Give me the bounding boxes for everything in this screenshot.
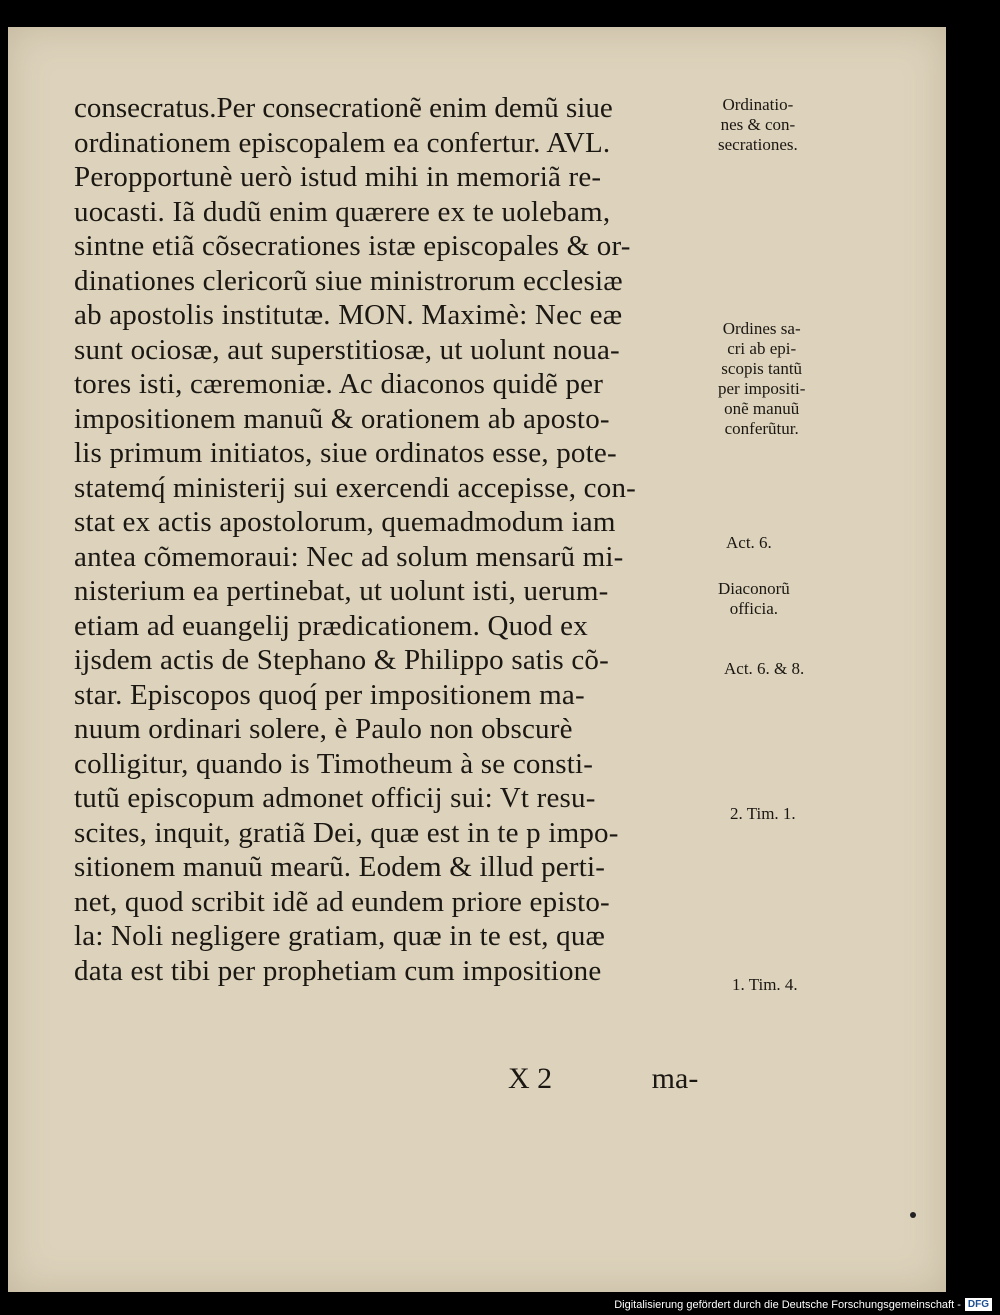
text-line: colligitur, quando is Timotheum à se consti- [74, 747, 594, 780]
text-line: sintne etiã cõsecrationes istæ episcopales & or- [74, 230, 631, 262]
text-line: statemq́ ministerij sui exercendi accepisse, con- [74, 471, 637, 504]
text-line: ordinationem episcopalem ea confertur. AVL. [74, 126, 611, 159]
marginal-note-line: cri ab epi- [727, 339, 797, 358]
main-text-block [74, 91, 734, 988]
text-line: tutũ episcopum admonet officij sui: Vt resu- [74, 782, 596, 814]
marginal-note-line: Ordinatio- [722, 95, 794, 114]
footer-text: Digitalisierung gefördert durch die Deutsche Forschungsgemeinschaft - [614, 1298, 961, 1311]
marginal-note-line: 1. Tim. 4. [732, 975, 798, 994]
marginal-note-line: Diaconorũ [718, 579, 790, 598]
marginal-note-line: secrationes. [718, 135, 798, 154]
marginal-note-line: Act. 6. [726, 533, 772, 552]
text-line: lis primum initiatos, siue ordinatos esse, pote- [74, 437, 617, 469]
text-line: nisterium ea pertinebat, ut uolunt isti, uerum- [74, 575, 609, 607]
signature-mark: X 2 [508, 1062, 553, 1095]
text-line: consecratus.Per consecrationẽ enim demũ siue [74, 92, 613, 124]
text-line: star. Episcopos quoq́ per impositionem ma- [74, 678, 585, 711]
dfg-logo-icon: DFG [965, 1298, 992, 1311]
text-line: stat ex actis apostolorum, quemadmodum iam [74, 506, 616, 538]
text-line: Peropportunè uerò istud mihi in memoriã re- [74, 161, 602, 193]
marginal-note-line: scopis tantũ [721, 359, 803, 378]
marginal-note-line: 2. Tim. 1. [730, 804, 796, 823]
marginal-note-line: Act. 6. & 8. [724, 659, 805, 678]
footer-credit [614, 1298, 992, 1311]
text-line: la: Noli negligere gratiam, quæ in te est, quæ [74, 920, 606, 952]
text-line: ijsdem actis de Stephano & Philippo satis cõ- [74, 644, 609, 676]
marginal-note-line: nes & con- [720, 115, 796, 134]
signature-line [508, 1062, 698, 1096]
text-line: sitionem manuũ mearũ. Eodem & illud perti- [74, 851, 606, 883]
marginal-note-act-6-8 [724, 659, 804, 679]
marginal-note-line: officia. [729, 599, 779, 618]
text-line: tores isti, cæremoniæ. Ac diaconos quidẽ per [74, 368, 604, 400]
text-line: dinationes clericorũ siue ministrorum ecclesiæ [74, 264, 623, 297]
catchword: ma- [651, 1062, 699, 1095]
marginal-note-line: onẽ manuũ [724, 399, 800, 418]
ink-dot [910, 1212, 916, 1218]
marginal-note-act-6 [726, 533, 772, 553]
text-line: data est tibi per prophetiam cum impositione [74, 954, 602, 987]
text-line: scites, inquit, gratiã Dei, quæ est in te p impo- [74, 816, 619, 849]
text-line: etiam ad euangelij prædicationem. Quod ex [74, 609, 588, 642]
marginal-note-1-tim [732, 975, 798, 995]
text-line: nuum ordinari solere, è Paulo non obscurè [74, 713, 573, 745]
marginal-note-line: per impositi- [718, 379, 806, 398]
book-page [8, 27, 946, 1292]
marginal-note-line: conferũtur. [724, 419, 799, 438]
text-line: sunt ociosæ, aut superstitiosæ, ut uolunt noua- [74, 333, 620, 366]
text-line: ab apostolis institutæ. MON. Maximè: Nec eæ [74, 299, 623, 331]
marginal-note-ordines [718, 319, 805, 439]
text-line: net, quod scribit idẽ ad eundem priore episto- [74, 885, 610, 918]
marginal-note-diaconorum [718, 579, 790, 619]
text-line: impositionem manuũ & orationem ab aposto- [74, 402, 610, 435]
marginal-note-line: Ordines sa- [722, 319, 801, 338]
marginal-note-ordinationes [718, 95, 798, 155]
text-line: antea cõmemoraui: Nec ad solum mensarũ mi- [74, 540, 624, 573]
marginal-note-2-tim [730, 804, 796, 824]
text-line: uocasti. Iã dudũ enim quærere ex te uolebam, [74, 195, 611, 228]
